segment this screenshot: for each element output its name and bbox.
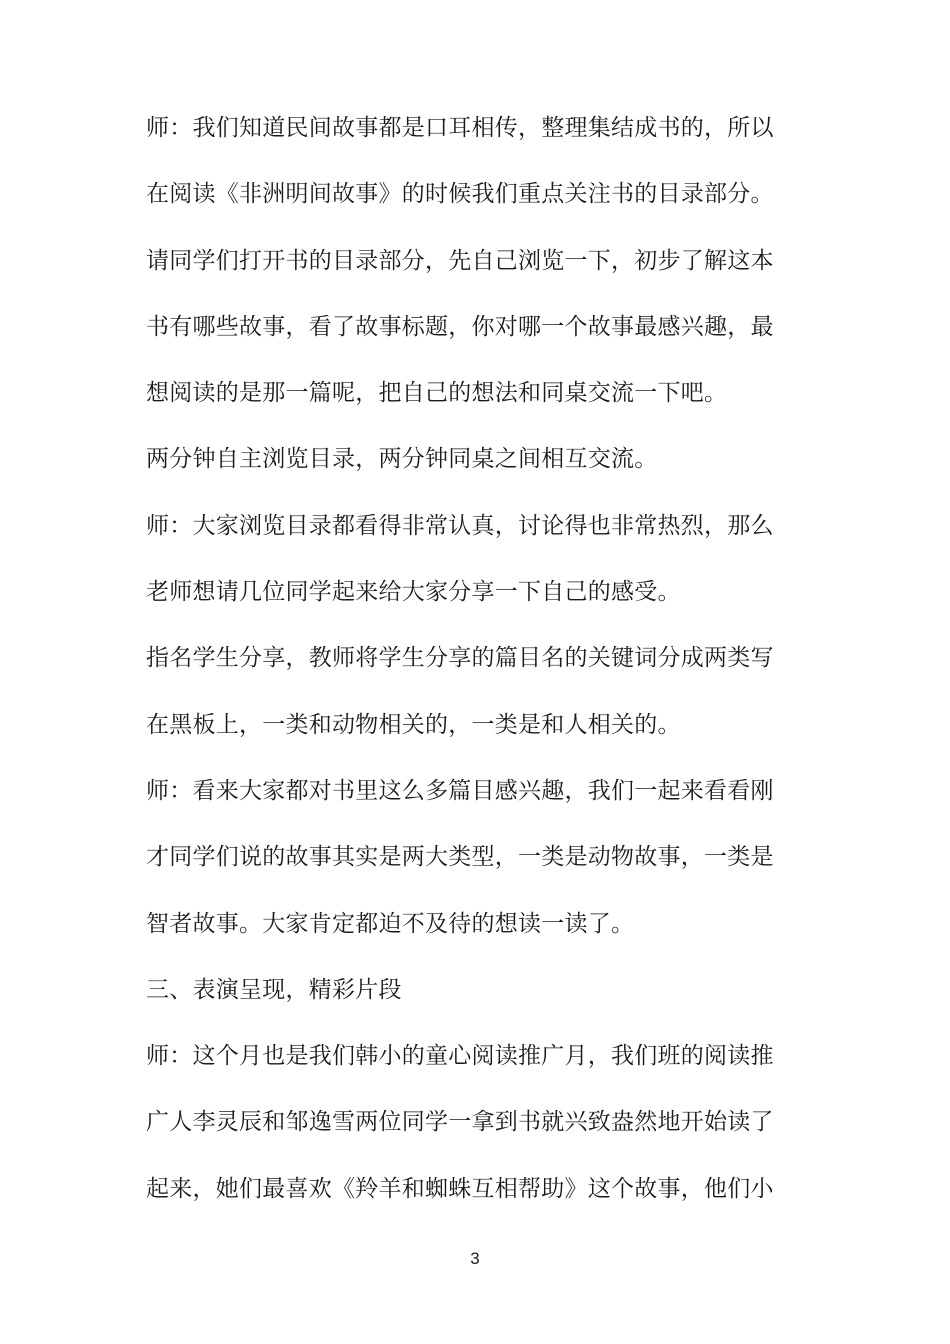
text-line: 智者故事。大家肯定都迫不及待的想读一读了。	[146, 910, 635, 937]
text-line: 广人李灵辰和邹逸雪两位同学一拿到书就兴致盎然地开始读了	[146, 1109, 774, 1136]
text-line: 指名学生分享，教师将学生分享的篇目名的关键词分成两类写	[146, 645, 774, 672]
body-text	[146, 103, 806, 1230]
page-number: 3	[470, 1249, 480, 1268]
text-line: 师：这个月也是我们韩小的童心阅读推广月，我们班的阅读推	[146, 1043, 774, 1070]
section-heading: 三、表演呈现，精彩片段	[146, 976, 402, 1003]
text-line: 想阅读的是那一篇呢，把自己的想法和同桌交流一下吧。	[146, 380, 728, 407]
text-line: 请同学们打开书的目录部分，先自己浏览一下，初步了解这本	[146, 247, 774, 274]
text-line: 在阅读《非洲明间故事》的时候我们重点关注书的目录部分。	[146, 181, 774, 208]
text-line: 师：看来大家都对书里这么多篇目感兴趣，我们一起来看看刚	[146, 777, 774, 804]
text-line: 老师想请几位同学起来给大家分享一下自己的感受。	[146, 579, 681, 606]
text-line: 在黑板上，一类和动物相关的，一类是和人相关的。	[146, 711, 681, 738]
text-line: 师：大家浏览目录都看得非常认真，讨论得也非常热烈，那么	[146, 512, 774, 539]
text-line: 才同学们说的故事其实是两大类型，一类是动物故事，一类是	[146, 844, 774, 871]
text-line: 两分钟自主浏览目录，两分钟同桌之间相互交流。	[146, 446, 658, 473]
text-line: 师：我们知道民间故事都是口耳相传，整理集结成书的，所以	[146, 115, 774, 141]
text-line: 书有哪些故事，看了故事标题，你对哪一个故事最感兴趣，最	[146, 313, 774, 340]
text-line: 起来，她们最喜欢《羚羊和蜘蛛互相帮助》这个故事，他们小	[146, 1175, 774, 1202]
